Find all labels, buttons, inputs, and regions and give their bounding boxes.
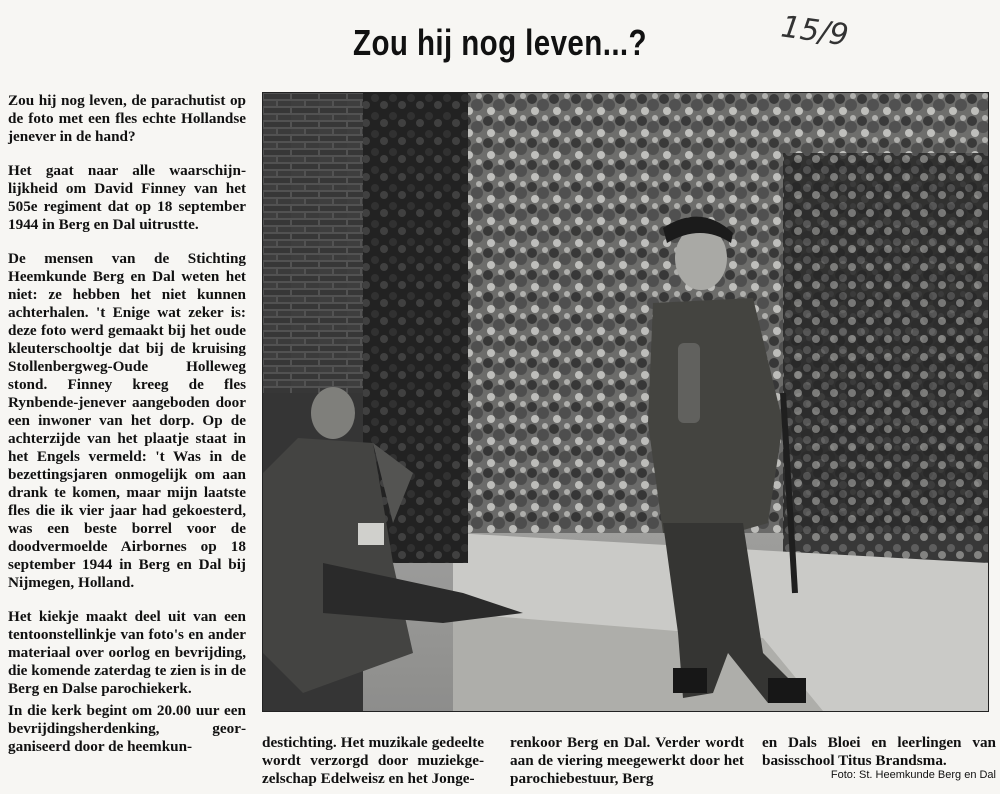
paragraph-identity: Het gaat naar alle waarschijnlijkheid om David Finney van het 505e regiment dat op 18 september 1944 in Berg en Dal uitrustte. [8, 162, 246, 233]
article-left-column [8, 92, 246, 756]
handwritten-date: 15/9 [778, 9, 851, 54]
photo-credit: Foto: St. Heemkunde Berg en Dal [830, 769, 996, 781]
continuation-col-2: renkoor Berg en Dal. Verder wordt aan de viering meegewerkt door het parochiebestuur, Berg [510, 734, 744, 787]
paragraph-exhibition: Het kiekje maakt deel uit van een tentoonstellinkje van foto's en ander materiaal over oorlog en bevrijding, die komende zaterdag te zien is in de Berg en Dalse parochiekerk. [8, 608, 246, 697]
photo-paratroopers [262, 92, 989, 712]
continuation-col-1: destichting. Het muzikale gedeelte wordt verzorgd door muziekgezelschap Edelweisz en het Jonge- [262, 734, 484, 787]
paragraph-church: In die kerk begint om 20.00 uur een bevrijdingsherdenking, georganiseerd door de heemkun- [8, 702, 246, 755]
photo-image [263, 93, 988, 711]
continuation-col-3: en Dals Bloei en leerlingen van basisschool Titus Brandsma. [762, 734, 996, 769]
paragraph-foundation: De mensen van de Stichting Heemkunde Berg en Dal weten het niet: ze hebben het niet kunnen achterhalen. 't Enige wat zeker is: deze foto werd gemaakt bij het oude kleuterschooltje dat bij de kruising Stollenbergweg-Oude Holleweg stond. Finney kreeg de fles Rynbende-jenever aangeboden door een inwoner van het dorp. Op de achterzijde van het plaatje staat in het Engels vermeld: 't Was in de bezettingsjaren onmogelijk om aan drank te komen, maar mijn laatste fles die ik vier jaar had gekoesterd, was een beste borrel voor de doodvermoelde Airbornes op 18 september 1944 in Berg en Dal bij Nijmegen, Holland. [8, 250, 246, 591]
headline: Zou hij nog leven...? [353, 22, 647, 63]
paragraph-intro: Zou hij nog leven, de parachutist op de foto met een fles echte Hollandse jenever in de hand? [8, 92, 246, 145]
